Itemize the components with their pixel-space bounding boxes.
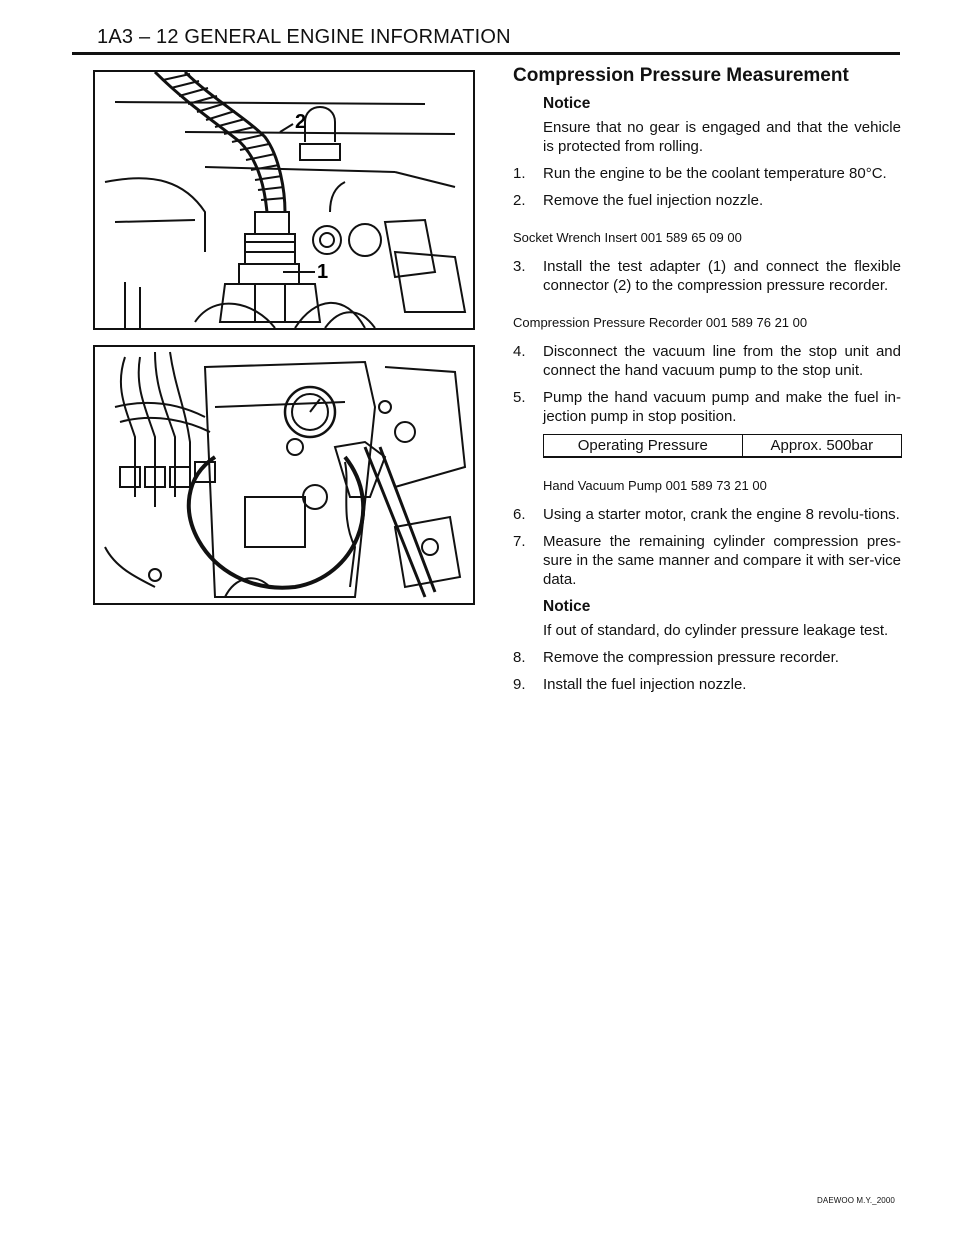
step-item: [513, 505, 901, 524]
step-item: [513, 191, 901, 210]
step-item: [513, 532, 901, 589]
figure-pressure-recorder: [93, 345, 475, 605]
step-number: 1.: [513, 165, 526, 182]
engine-illustration-2: [95, 347, 473, 603]
figure-test-adapter: [93, 70, 475, 330]
page-header-title: 1A3 – 12 GENERAL ENGINE INFORMATION: [97, 26, 511, 48]
step-item: [513, 388, 901, 426]
step-number: 6.: [513, 506, 526, 523]
step-item: [513, 648, 901, 667]
notice-label: Notice: [543, 95, 591, 112]
step-item: [513, 257, 901, 295]
step-number: 8.: [513, 649, 526, 666]
spec-table: [543, 434, 902, 458]
page-footer: DAEWOO M.Y._2000: [817, 1196, 895, 1205]
step-text: Remove the compression pressure recorder.: [543, 649, 839, 666]
spec-label: Operating Pressure: [544, 435, 743, 458]
tool-reference: Hand Vacuum Pump 001 589 73 21 00: [543, 478, 767, 493]
engine-illustration-1: [95, 72, 473, 328]
step-text: Using a starter motor, crank the engine 8 revolu-tions.: [543, 506, 900, 523]
callout-label-2: 2: [295, 111, 307, 133]
tool-reference: Compression Pressure Recorder 001 589 76 21 00: [513, 315, 808, 330]
step-text: Measure the remaining cylinder compression pres-sure in the same manner and compare it with ser-vice data.: [543, 533, 901, 588]
spec-value: Approx. 500bar: [742, 435, 901, 458]
step-text: Run the engine to be the coolant temperature 80°C.: [543, 165, 887, 182]
step-number: 2.: [513, 192, 526, 209]
notice-text: Ensure that no gear is engaged and that the vehicle is protected from rolling.: [543, 119, 901, 155]
procedure-section: [513, 66, 901, 702]
step-item: [513, 342, 901, 380]
notice-text: If out of standard, do cylinder pressure leakage test.: [543, 622, 889, 639]
callout-label-1: 1: [317, 261, 329, 283]
step-item: [513, 675, 901, 694]
table-row: [544, 435, 902, 458]
header-rule: [72, 52, 900, 55]
step-item: [513, 164, 901, 183]
step-text: Remove the fuel injection nozzle.: [543, 192, 764, 209]
step-number: 9.: [513, 676, 526, 693]
notice-label: Notice: [543, 598, 591, 615]
step-number: 7.: [513, 533, 526, 550]
tool-reference: Socket Wrench Insert 001 589 65 09 00: [513, 230, 742, 245]
step-number: 3.: [513, 258, 526, 275]
step-text: Install the fuel injection nozzle.: [543, 676, 747, 693]
step-text: Disconnect the vacuum line from the stop unit and connect the hand vacuum pump to the stop unit.: [543, 343, 901, 379]
step-text: Pump the hand vacuum pump and make the fuel in-jection pump in stop position.: [543, 389, 901, 425]
section-title: Compression Pressure Measurement: [513, 65, 849, 86]
step-text: Install the test adapter (1) and connect the flexible connector (2) to the compression pressure recorder.: [543, 258, 901, 294]
step-number: 5.: [513, 389, 526, 406]
step-number: 4.: [513, 343, 526, 360]
